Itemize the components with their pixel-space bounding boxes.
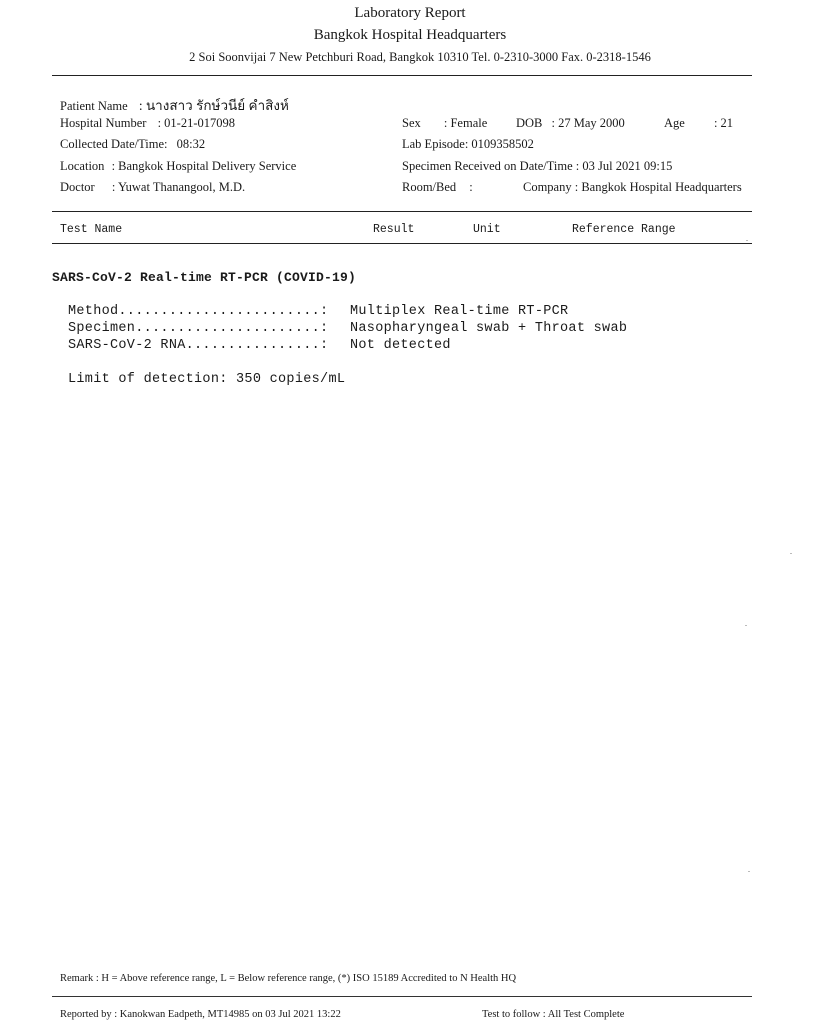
lab-episode: Lab Episode: 0109358502	[402, 137, 534, 151]
doctor-row	[60, 180, 245, 195]
patient-name-value: : นางสาว รักษ์วนีย์ คำสิงห์	[138, 98, 289, 113]
dob-value: : 27 May 2000	[551, 116, 625, 130]
scan-speck	[748, 871, 750, 872]
collected-label: Collected Date/Time:	[60, 137, 168, 151]
test-to-follow: Test to follow : All Test Complete	[482, 1009, 625, 1020]
info-divider	[52, 211, 752, 212]
column-reference-range: Reference Range	[572, 223, 676, 236]
sex-field	[402, 116, 487, 131]
result-row-method: Method........................:	[68, 304, 329, 319]
limit-of-detection: Limit of detection: 350 copies/mL	[68, 372, 346, 387]
scan-speck	[790, 553, 792, 554]
scan-speck	[746, 240, 748, 241]
column-test-name: Test Name	[60, 223, 123, 236]
location-label: Location	[60, 159, 105, 173]
hospital-number-row	[60, 116, 235, 131]
institution-address: 2 Soi Soonvijai 7 New Petchburi Road, Bangkok 10310 Tel. 0-2310-3000 Fax. 0-2318-1546	[189, 50, 651, 64]
result-row-rna: SARS-CoV-2 RNA................:	[68, 338, 329, 353]
result-row-specimen: Specimen......................:	[68, 321, 329, 336]
header-divider	[52, 75, 752, 76]
column-unit: Unit	[473, 223, 501, 236]
reported-by: Reported by : Kanokwan Eadpeth, MT14985 on 03 Jul 2021 13:22	[60, 1009, 341, 1020]
doctor-value: : Yuwat Thanangool, M.D.	[111, 180, 246, 194]
collected-value: 08:32	[176, 137, 206, 151]
dob-label: DOB	[516, 116, 543, 130]
dob-field	[516, 116, 625, 131]
age-value: : 21	[713, 116, 734, 130]
hospital-number-label: Hospital Number	[60, 116, 147, 130]
room-bed-label: Room/Bed	[402, 180, 457, 194]
result-value-specimen: Nasopharyngeal swab + Throat swab	[350, 321, 628, 336]
result-value-method: Multiplex Real-time RT-PCR	[350, 304, 569, 319]
column-result: Result	[373, 223, 415, 236]
patient-name-row	[60, 94, 289, 116]
footer-divider	[52, 996, 752, 997]
report-title: Laboratory Report	[354, 5, 466, 21]
doctor-label: Doctor	[60, 180, 95, 194]
age-field	[664, 116, 733, 131]
room-bed-value: :	[469, 180, 473, 194]
hospital-number-value: : 01-21-017098	[157, 116, 236, 130]
institution-name: Bangkok Hospital Headquarters	[313, 27, 507, 43]
remark-line: Remark : H = Above reference range, L = Below reference range, (*) ISO 15189 Accredited to N Health HQ	[60, 973, 517, 984]
scan-speck	[745, 625, 747, 626]
patient-name-label: Patient Name	[60, 99, 128, 113]
specimen-received: Specimen Received on Date/Time : 03 Jul 2021 09:15	[402, 159, 673, 173]
location-row	[60, 159, 296, 174]
sex-value: : Female	[443, 116, 488, 130]
collected-row	[60, 137, 205, 152]
result-value-rna: Not detected	[350, 338, 451, 353]
test-title: SARS-CoV-2 Real-time RT-PCR (COVID-19)	[52, 270, 357, 285]
sex-label: Sex	[402, 116, 421, 130]
room-bed-field	[402, 180, 473, 195]
location-value: : Bangkok Hospital Delivery Service	[111, 159, 297, 173]
age-label: Age	[664, 116, 685, 130]
columns-divider	[52, 243, 752, 244]
company-field: Company : Bangkok Hospital Headquarters	[523, 180, 742, 194]
